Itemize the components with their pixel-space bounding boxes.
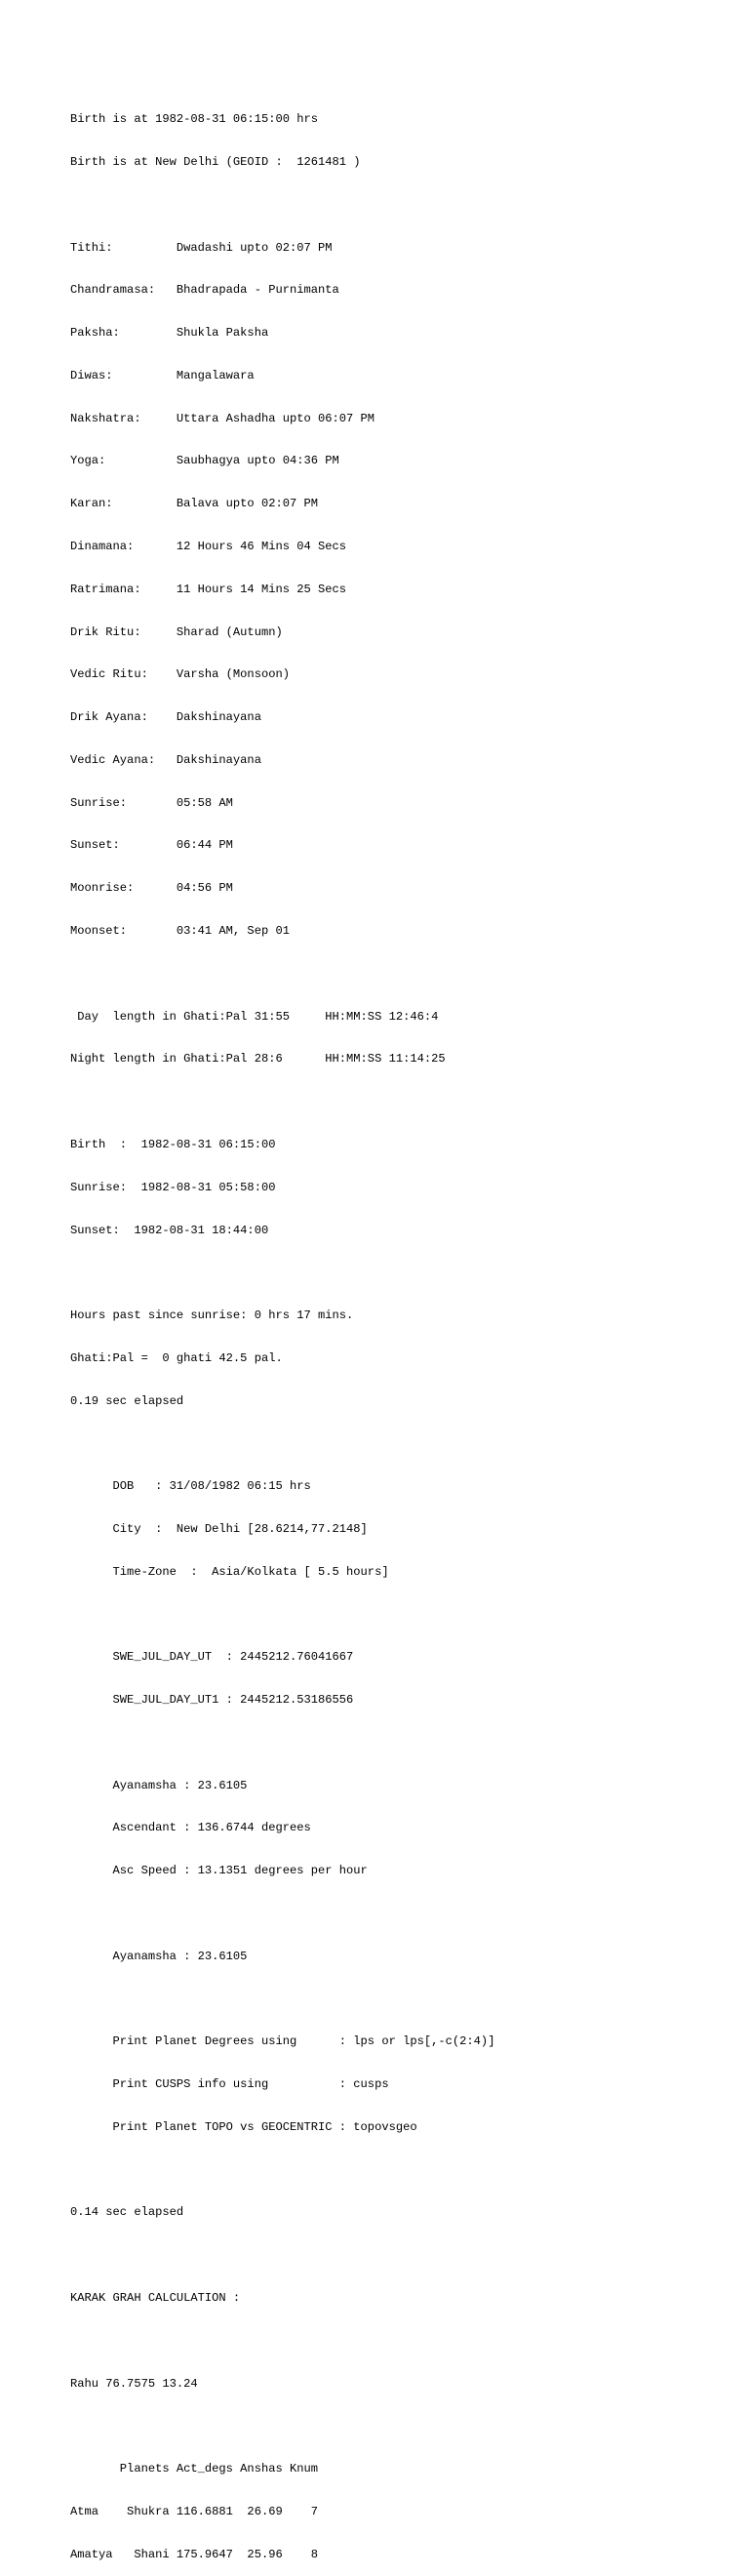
output-line: Chandramasa: Bhadrapada - Purnimanta <box>70 283 339 298</box>
output-line: Rahu 76.7575 13.24 <box>70 2376 198 2391</box>
output-line: Moonrise: 04:56 PM <box>70 881 233 896</box>
output-line <box>70 198 494 213</box>
output-line: Drik Ayana: Dakshinayana <box>70 710 261 725</box>
output-line: Ghati:Pal = 0 ghati 42.5 pal. <box>70 1350 283 1365</box>
output-line: Drik Ritu: Sharad (Autumn) <box>70 624 283 639</box>
output-line: Tithi: Dwadashi upto 02:07 PM <box>70 240 333 255</box>
output-line: Amatya Shani 175.9647 25.96 8 <box>70 2547 319 2561</box>
output-line: Sunrise: 1982-08-31 05:58:00 <box>70 1180 276 1194</box>
output-line: 0.19 sec elapsed <box>70 1393 184 1408</box>
output-line: Ratrimana: 11 Hours 14 Mins 25 Secs <box>70 582 347 596</box>
output-line: DOB : 31/08/1982 06:15 hrs <box>70 1479 311 1494</box>
output-line: Night length in Ghati:Pal 28:6 HH:MM:SS 11:14:25 <box>70 1052 446 1067</box>
output-line: Vedic Ritu: Varsha (Monsoon) <box>70 667 290 682</box>
output-line <box>70 1436 494 1451</box>
output-line <box>70 1095 494 1109</box>
output-line: Hours past since sunrise: 0 hrs 17 mins. <box>70 1308 354 1323</box>
output-line: Atma Shukra 116.6881 26.69 7 <box>70 2504 319 2518</box>
output-line: Planets Act_degs Anshas Knum <box>70 2462 319 2476</box>
output-line: Vedic Ayana: Dakshinayana <box>70 752 261 767</box>
output-line: Birth is at 1982-08-31 06:15:00 hrs <box>70 112 319 127</box>
output-line: Print Planet TOPO vs GEOCENTRIC : topovsgeo <box>70 2119 417 2134</box>
terminal-output <box>70 84 494 2576</box>
output-line: Sunset: 1982-08-31 18:44:00 <box>70 1223 269 1237</box>
output-line: Birth is at New Delhi (GEOID : 1261481 ) <box>70 154 361 169</box>
output-line: Sunrise: 05:58 AM <box>70 795 233 810</box>
output-line <box>70 967 494 982</box>
output-line <box>70 1608 494 1623</box>
output-line: Paksha: Shukla Paksha <box>70 326 269 341</box>
output-line: Birth : 1982-08-31 06:15:00 <box>70 1137 276 1151</box>
output-line: Print CUSPS info using : cusps <box>70 2077 389 2092</box>
output-line: Karan: Balava upto 02:07 PM <box>70 497 319 511</box>
output-line: 0.14 sec elapsed <box>70 2205 184 2220</box>
output-line <box>70 1266 494 1280</box>
output-line: Sunset: 06:44 PM <box>70 838 233 853</box>
output-line: Yoga: Saubhagya upto 04:36 PM <box>70 454 339 468</box>
output-line: Moonset: 03:41 AM, Sep 01 <box>70 924 290 939</box>
output-line: SWE_JUL_DAY_UT1 : 2445212.53186556 <box>70 1693 354 1708</box>
output-line: Asc Speed : 13.1351 degrees per hour <box>70 1864 368 1878</box>
output-line: City : New Delhi [28.6214,77.2148] <box>70 1521 368 1536</box>
output-line: Diwas: Mangalawara <box>70 368 255 382</box>
output-line: SWE_JUL_DAY_UT : 2445212.76041667 <box>70 1650 354 1665</box>
output-line: Dinamana: 12 Hours 46 Mins 04 Secs <box>70 540 347 553</box>
output-line: Day length in Ghati:Pal 31:55 HH:MM:SS 12:46:4 <box>70 1009 439 1024</box>
output-line: Print Planet Degrees using : lps or lps[,-c(2:4)] <box>70 2034 495 2049</box>
output-line: Ascendant : 136.6744 degrees <box>70 1821 311 1835</box>
output-line <box>70 2248 494 2263</box>
output-line: KARAK GRAH CALCULATION : <box>70 2291 241 2306</box>
output-line: Nakshatra: Uttara Ashadha upto 06:07 PM <box>70 411 375 425</box>
output-line <box>70 1907 494 1921</box>
output-line: Ayanamsha : 23.6105 <box>70 1949 248 1963</box>
output-line <box>70 1736 494 1751</box>
output-line <box>70 1992 494 2007</box>
output-line: Time-Zone : Asia/Kolkata [ 5.5 hours] <box>70 1564 389 1579</box>
output-line: Ayanamsha : 23.6105 <box>70 1778 248 1792</box>
output-line <box>70 2419 494 2434</box>
output-line <box>70 2163 494 2178</box>
output-line <box>70 2334 494 2349</box>
